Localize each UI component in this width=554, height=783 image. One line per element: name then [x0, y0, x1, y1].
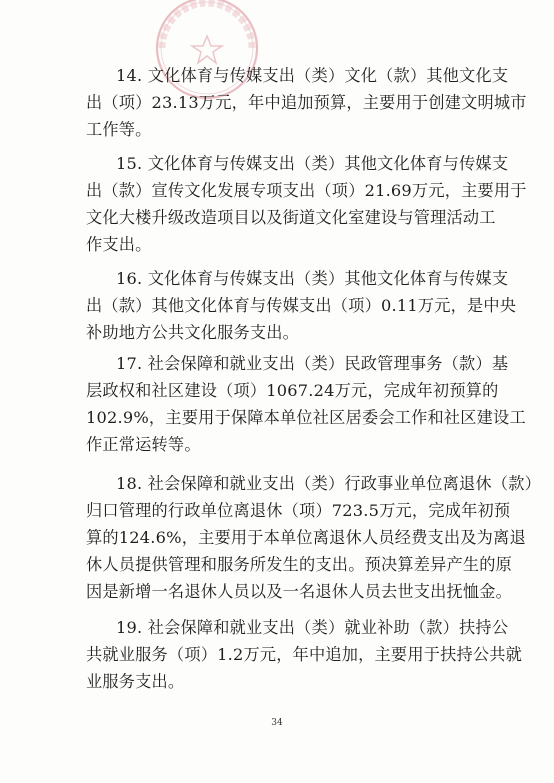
text-line: 归口管理的行政单位离退休（项）723.5万元，完成年初预: [86, 501, 511, 520]
text-line: 作支出。: [86, 235, 152, 254]
paragraph-15: [86, 150, 527, 258]
text-line: 16. 文化体育与传媒支出（类）其他文化体育与传媒支: [116, 269, 509, 288]
text-line: 算的124.6%，主要用于本单位离退休人员经费支出及为离退: [86, 528, 526, 547]
text-line: 出（款）宣传文化发展专项支出（项）21.69万元，主要用于: [86, 181, 527, 200]
text-line: 因是新增一名退休人员以及一名退休人员去世支出抚恤金。: [86, 582, 513, 601]
text-line: 18. 社会保障和就业支出（类）行政事业单位离退休（款）: [116, 474, 541, 493]
text-line: 102.9%，主要用于保障本单位社区居委会工作和社区建设工: [86, 408, 526, 427]
text-line: 共就业服务（项）1.2万元，年中追加，主要用于扶持公共就: [86, 645, 523, 664]
text-line: 补助地方公共文化服务支出。: [86, 323, 300, 342]
paragraph-17: [86, 350, 526, 458]
paragraph-18: [86, 470, 541, 605]
text-line: 出（项）23.13万元，年中追加预算，主要用于创建文明城市: [86, 93, 527, 112]
text-line: 工作等。: [86, 120, 152, 139]
paragraph-16: [86, 265, 517, 346]
text-line: 出（款）其他文化体育与传媒支出（项）0.11万元，是中央: [86, 296, 517, 315]
text-line: 休人员提供管理和服务所发生的支出。预决算差异产生的原: [86, 555, 513, 574]
paragraph-14: [86, 62, 527, 143]
text-line: 层政权和社区建设（项）1067.24万元，完成年初预算的: [86, 381, 499, 400]
text-line: 业服务支出。: [86, 672, 185, 691]
page-number: 34: [271, 718, 283, 728]
text-line: 15. 文化体育与传媒支出（类）其他文化体育与传媒支: [116, 154, 509, 173]
text-line: 19. 社会保障和就业支出（类）就业补助（款）扶持公: [116, 618, 509, 637]
paragraph-19: [86, 614, 523, 695]
text-line: 文化大楼升级改造项目以及街道文化室建设与管理活动工: [86, 208, 496, 227]
text-line: 作正常运转等。: [86, 435, 201, 454]
text-line: 17. 社会保障和就业支出（类）民政管理事务（款）基: [116, 354, 509, 373]
text-line: 14. 文化体育与传媒支出（类）文化（款）其他文化支: [116, 66, 509, 85]
